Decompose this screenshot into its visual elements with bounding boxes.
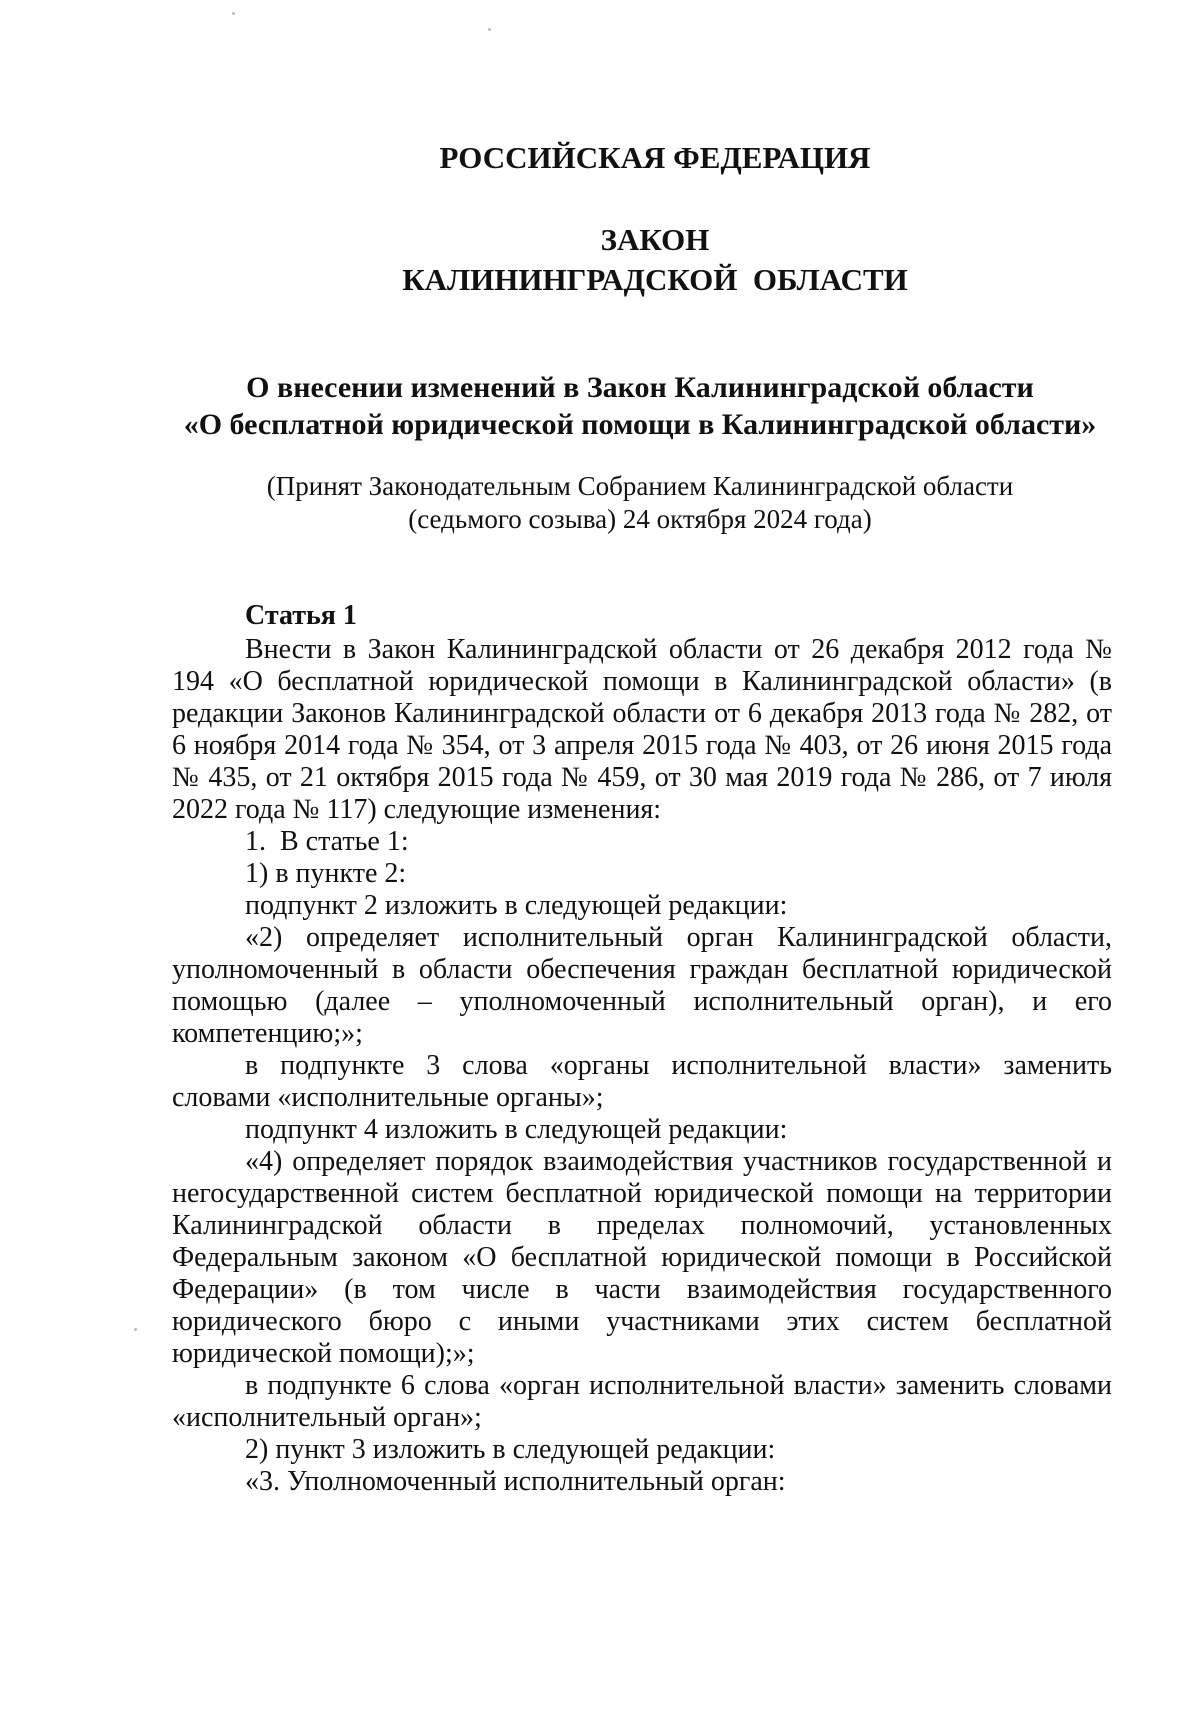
- adoption-note: [40, 470, 1200, 536]
- article-paragraph: «3. Уполномоченный исполнительный орган:: [245, 1466, 786, 1497]
- law-region: КАЛИНИНГРАДСКОЙ ОБЛАСТИ: [402, 262, 908, 297]
- law-title-line-1: О внесении изменений в Закон Калининградской области: [246, 371, 1034, 404]
- law-type: ЗАКОН: [600, 222, 710, 257]
- article-body: [172, 600, 1112, 1498]
- article-paragraph: Внести в Закон Калининградской области от 26 декабря 2012 года № 194 «О бесплатной юридической помощи в Калининградской области» (в редакции Законов Калининградской области от 6 декабря 2013 года № 282, от 6 ноября 2014 года № 354, от 3 апреля 2015 года № 403, от 26 июня 2015 года № 435, от 21 октября 2015 года № 459, от 30 мая 2019 года № 286, от 7 июля 2022 года № 117) следующие изменения:: [172, 634, 1112, 825]
- scan-speck: [488, 28, 491, 31]
- scan-speck: [232, 12, 235, 15]
- article-paragraph: 2) пункт 3 изложить в следующей редакции:: [245, 1434, 776, 1465]
- scan-speck: [134, 1328, 137, 1331]
- country-heading: РОССИЙСКАЯ ФЕДЕРАЦИЯ: [439, 140, 871, 175]
- article-paragraph: в подпункте 3 слова «органы исполнительной власти» заменить словами «исполнительные органы»;: [172, 1050, 1112, 1113]
- article-paragraph: 1. В статье 1:: [245, 826, 409, 857]
- article-paragraph: «4) определяет порядок взаимодействия участников государственной и негосударственной систем бесплатной юридической помощи на территории Калининградской области в пределах полномочий, установленных Федеральным законом «О бесплатной юридической помощи в Российской Федерации» (в том числе в части взаимодействия государственного юридического бюро с иными участниками этих систем бесплатной юридической помощи);»;: [172, 1146, 1112, 1369]
- article-paragraph: «2) определяет исполнительный орган Калининградской области, уполномоченный в области обеспечения граждан бесплатной юридической помощью (далее – уполномоченный исполнительный орган), и его компетенцию;»;: [172, 922, 1112, 1049]
- article-heading: Статья 1: [245, 600, 357, 631]
- adoption-line-2: (седьмого созыва) 24 октября 2024 года): [408, 504, 872, 534]
- article-paragraph: подпункт 2 изложить в следующей редакции:: [245, 890, 788, 921]
- adoption-line-1: (Принят Законодательным Собранием Калининградской области: [266, 471, 1014, 501]
- article-paragraph: 1) в пункте 2:: [245, 858, 407, 889]
- law-heading: [55, 220, 1200, 300]
- article-paragraph: подпункт 4 изложить в следующей редакции:: [245, 1114, 788, 1145]
- law-title-line-2: «О бесплатной юридической помощи в Калининградской области»: [183, 408, 1097, 441]
- article-paragraph: в подпункте 6 слова «орган исполнительной власти» заменить словами «исполнительный орган»;: [172, 1370, 1112, 1433]
- law-title: [40, 369, 1200, 443]
